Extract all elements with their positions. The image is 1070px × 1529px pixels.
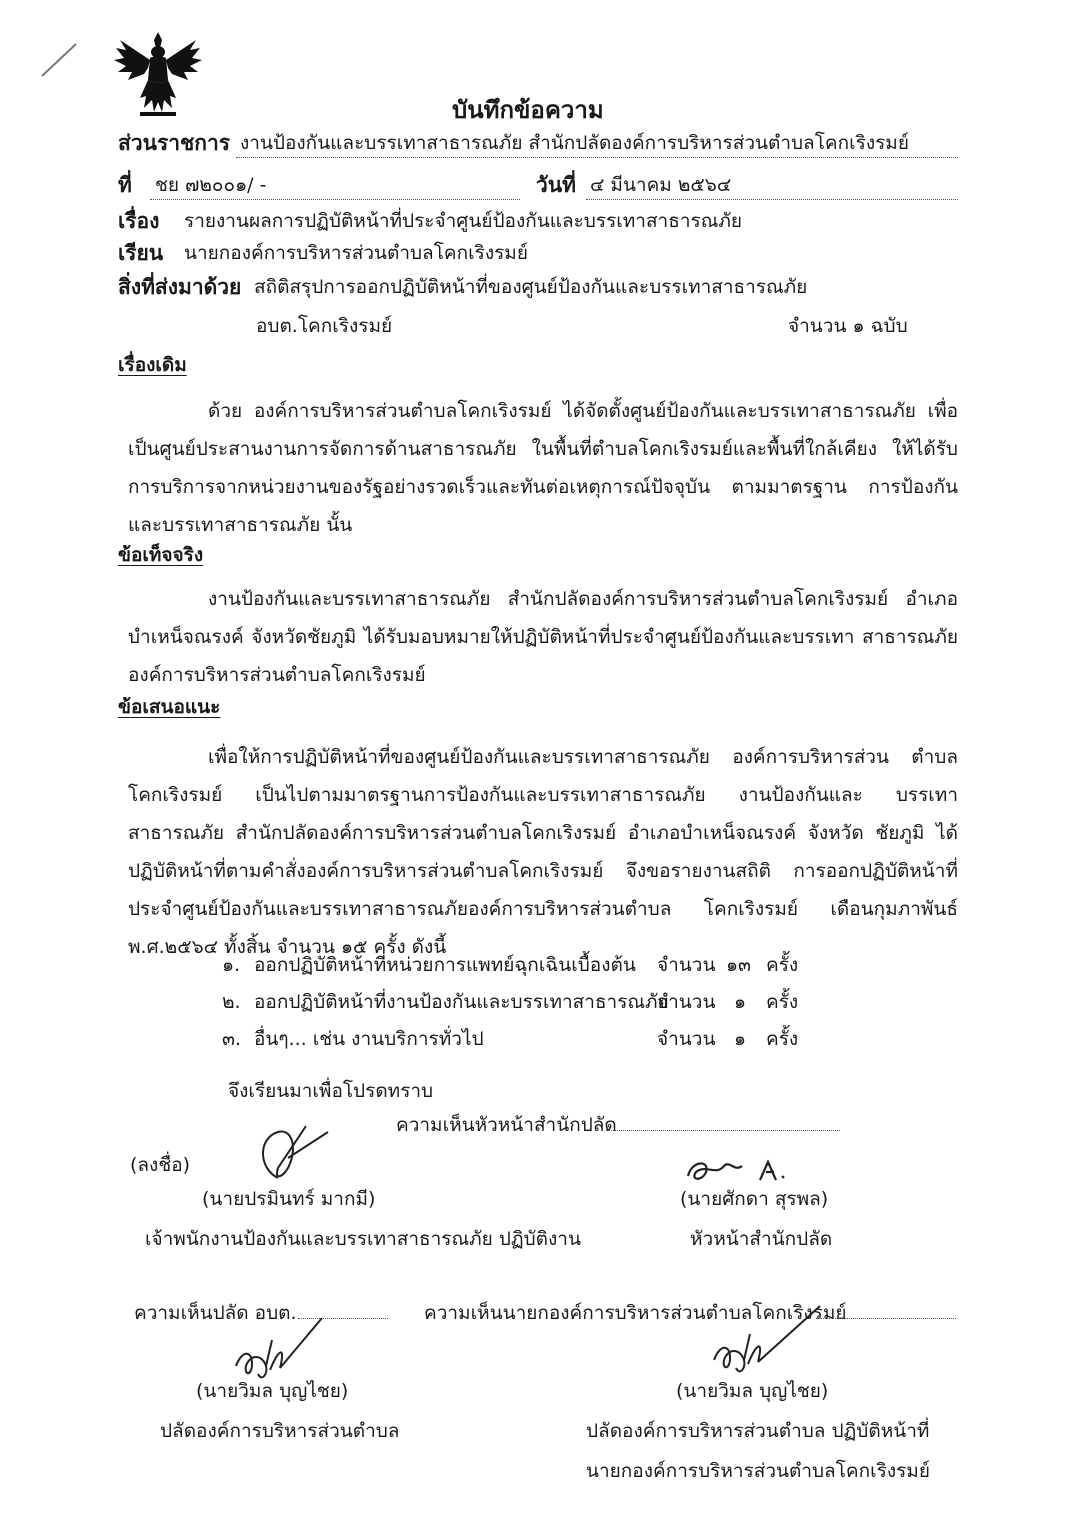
proposal-heading: ข้อเสนอแนะ — [118, 696, 221, 718]
item-text: อื่นๆ... เช่น งานบริการทั่วไป — [254, 1028, 484, 1050]
acting-name: (นายวิมล บุญไชย) — [676, 1380, 829, 1402]
enclosure-line2: อบต.โคกเริงรมย์ — [256, 315, 393, 337]
closing-text: จึงเรียนมาเพื่อโปรดทราบ — [228, 1080, 434, 1102]
pen-mark — [40, 40, 80, 84]
agency-dotline — [236, 157, 958, 158]
item-unit: ครั้ง — [766, 1028, 799, 1050]
item-count: ๑๓ — [726, 954, 752, 976]
item-count-label: จำนวน — [657, 954, 716, 976]
item-text: ออกปฏิบัติหน้าที่งานป้องกันและบรรเทาสาธารณภัย — [254, 991, 669, 1013]
mayor-opinion-label: ความเห็นนายกองค์การบริหารส่วนตำบลโคกเริงรมย์ — [424, 1302, 847, 1324]
facts-text: งานป้องกันและบรรเทาสาธารณภัย สำนักปลัดองค์การบริหารส่วนตำบลโคกเริงรมย์ อำเภอบำเหน็จณรงค์ จังหวัดชัยภูมิ ได้รับมอบหมายให้ปฏิบัติหน้าที่ประจำศูนย์ป้องกันและบรรเทา สาธารณภัยองค์การบริหารส่วนตำบลโคกเริงรมย์ — [128, 588, 958, 686]
acting-position-line2: นายกองค์การบริหารส่วนตำบลโคกเริงรมย์ — [586, 1460, 930, 1482]
item-count: ๑ — [734, 1028, 747, 1050]
facts-heading: ข้อเท็จจริง — [118, 544, 204, 566]
item-unit: ครั้ง — [766, 954, 799, 976]
head-opinion-label: ความเห็นหัวหน้าสำนักปลัด — [396, 1114, 617, 1136]
enclosure-count: จำนวน ๑ ฉบับ — [788, 315, 908, 337]
signed-label: (ลงชื่อ) — [130, 1154, 191, 1176]
memo-title: บันทึกข้อความ — [452, 96, 604, 124]
acting-position-line1: ปลัดองค์การบริหารส่วนตำบล ปฏิบัติหน้าที่ — [586, 1420, 930, 1442]
background-heading: เรื่องเดิม — [118, 354, 187, 376]
background-text: ด้วย องค์การบริหารส่วนตำบลโคกเริงรมย์ ได้จัดตั้งศูนย์ป้องกันและบรรเทาสาธารณภัย เพื่อเป็นศูนย์ประสานงานการจัดการด้านสาธารณภัย ในพื้นที่ตำบลโคกเริงรมย์และพื้นที่ใกล้เคียง ให้ได้รับการบริการจากหน่วยงานของรัฐอย่างรวดเร็วและทันต่อเหตุการณ์ปัจจุบัน ตามมาตรฐาน การป้องกันและบรรเทาสาธารณภัย นั้น — [128, 400, 958, 536]
officer-signature — [248, 1118, 348, 1188]
officer-name: (นายปรมินทร์ มากมี) — [202, 1188, 376, 1210]
item-count: ๑ — [734, 991, 747, 1013]
ref-label: ที่ — [118, 173, 132, 197]
date-value: ๔ มีนาคม ๒๕๖๔ — [590, 174, 732, 196]
agency-label: ส่วนราชการ — [118, 131, 231, 155]
background-paragraph — [128, 392, 958, 544]
agency-value: งานป้องกันและบรรเทาสาธารณภัย สำนักปลัดองค์การบริหารส่วนตำบลโคกเริงรมย์ — [240, 132, 909, 154]
ref-value: ชย ๗๒๐๐๑/ - — [155, 174, 267, 196]
garuda-emblem-icon — [110, 28, 206, 118]
proposal-paragraph — [128, 738, 958, 966]
item-count-label: จำนวน — [657, 1028, 716, 1050]
to-value: นายกองค์การบริหารส่วนตำบลโคกเริงรมย์ — [184, 242, 528, 264]
clerk-name: (นายวิมล บุญไชย) — [196, 1380, 349, 1402]
clerk-position: ปลัดองค์การบริหารส่วนตำบล — [160, 1420, 400, 1442]
enclosure-label: สิ่งที่ส่งมาด้วย — [118, 275, 242, 299]
date-label: วันที่ — [536, 173, 576, 197]
mayor-opinion-dotline — [816, 1318, 956, 1319]
item-number: ๑. — [222, 954, 241, 976]
date-dotline — [586, 199, 958, 200]
officer-position: เจ้าพนักงานป้องกันและบรรเทาสาธารณภัย ปฏิบัติงาน — [145, 1228, 581, 1250]
acting-signature — [700, 1300, 830, 1386]
item-text: ออกปฏิบัติหน้าที่หน่วยการแพทย์ฉุกเฉินเบื้องต้น — [254, 954, 636, 976]
head-position: หัวหน้าสำนักปลัด — [690, 1228, 833, 1250]
item-unit: ครั้ง — [766, 991, 799, 1013]
subject-value: รายงานผลการปฏิบัติหน้าที่ประจำศูนย์ป้องกันและบรรเทาสาธารณภัย — [184, 210, 742, 232]
head-signature — [682, 1150, 792, 1190]
head-name: (นายศักดา สุรพล) — [680, 1188, 829, 1210]
item-number: ๓. — [222, 1028, 242, 1050]
to-label: เรียน — [118, 241, 164, 265]
enclosure-line1: สถิติสรุปการออกปฏิบัติหน้าที่ของศูนย์ป้องกันและบรรเทาสาธารณภัย — [254, 276, 808, 298]
facts-paragraph — [128, 580, 958, 694]
head-opinion-dotline — [606, 1130, 840, 1131]
clerk-opinion-label: ความเห็นปลัด อบต. — [134, 1302, 297, 1324]
item-number: ๒. — [222, 991, 241, 1013]
ref-dotline — [150, 199, 520, 200]
item-count-label: จำนวน — [657, 991, 716, 1013]
subject-label: เรื่อง — [118, 209, 160, 233]
proposal-text: เพื่อให้การปฏิบัติหน้าที่ของศูนย์ป้องกันและบรรเทาสาธารณภัย องค์การบริหารส่วน ตำบลโคกเริงรมย์ เป็นไปตามมาตรฐานการป้องกันและบรรเทาสาธารณภัย งานป้องกันและ บรรเทาสาธารณภัย สำนักปลัดองค์การบริหารส่วนตำบลโคกเริงรมย์ อำเภอบำเหน็จณรงค์ จังหวัด ชัยภูมิ ได้ปฏิบัติหน้าที่ตามคำสั่งองค์การบริหารส่วนตำบลโคกเริงรมย์ จึงขอรายงานสถิติ การออกปฏิบัติหน้าที่ประจำศูนย์ป้องกันและบรรเทาสาธารณภัยองค์การบริหารส่วนตำบล โคกเริงรมย์ เดือนกุมภาพันธ์ พ.ศ.๒๕๖๔ ทั้งสิ้น จำนวน ๑๕ ครั้ง ดังนี้ — [128, 746, 958, 958]
